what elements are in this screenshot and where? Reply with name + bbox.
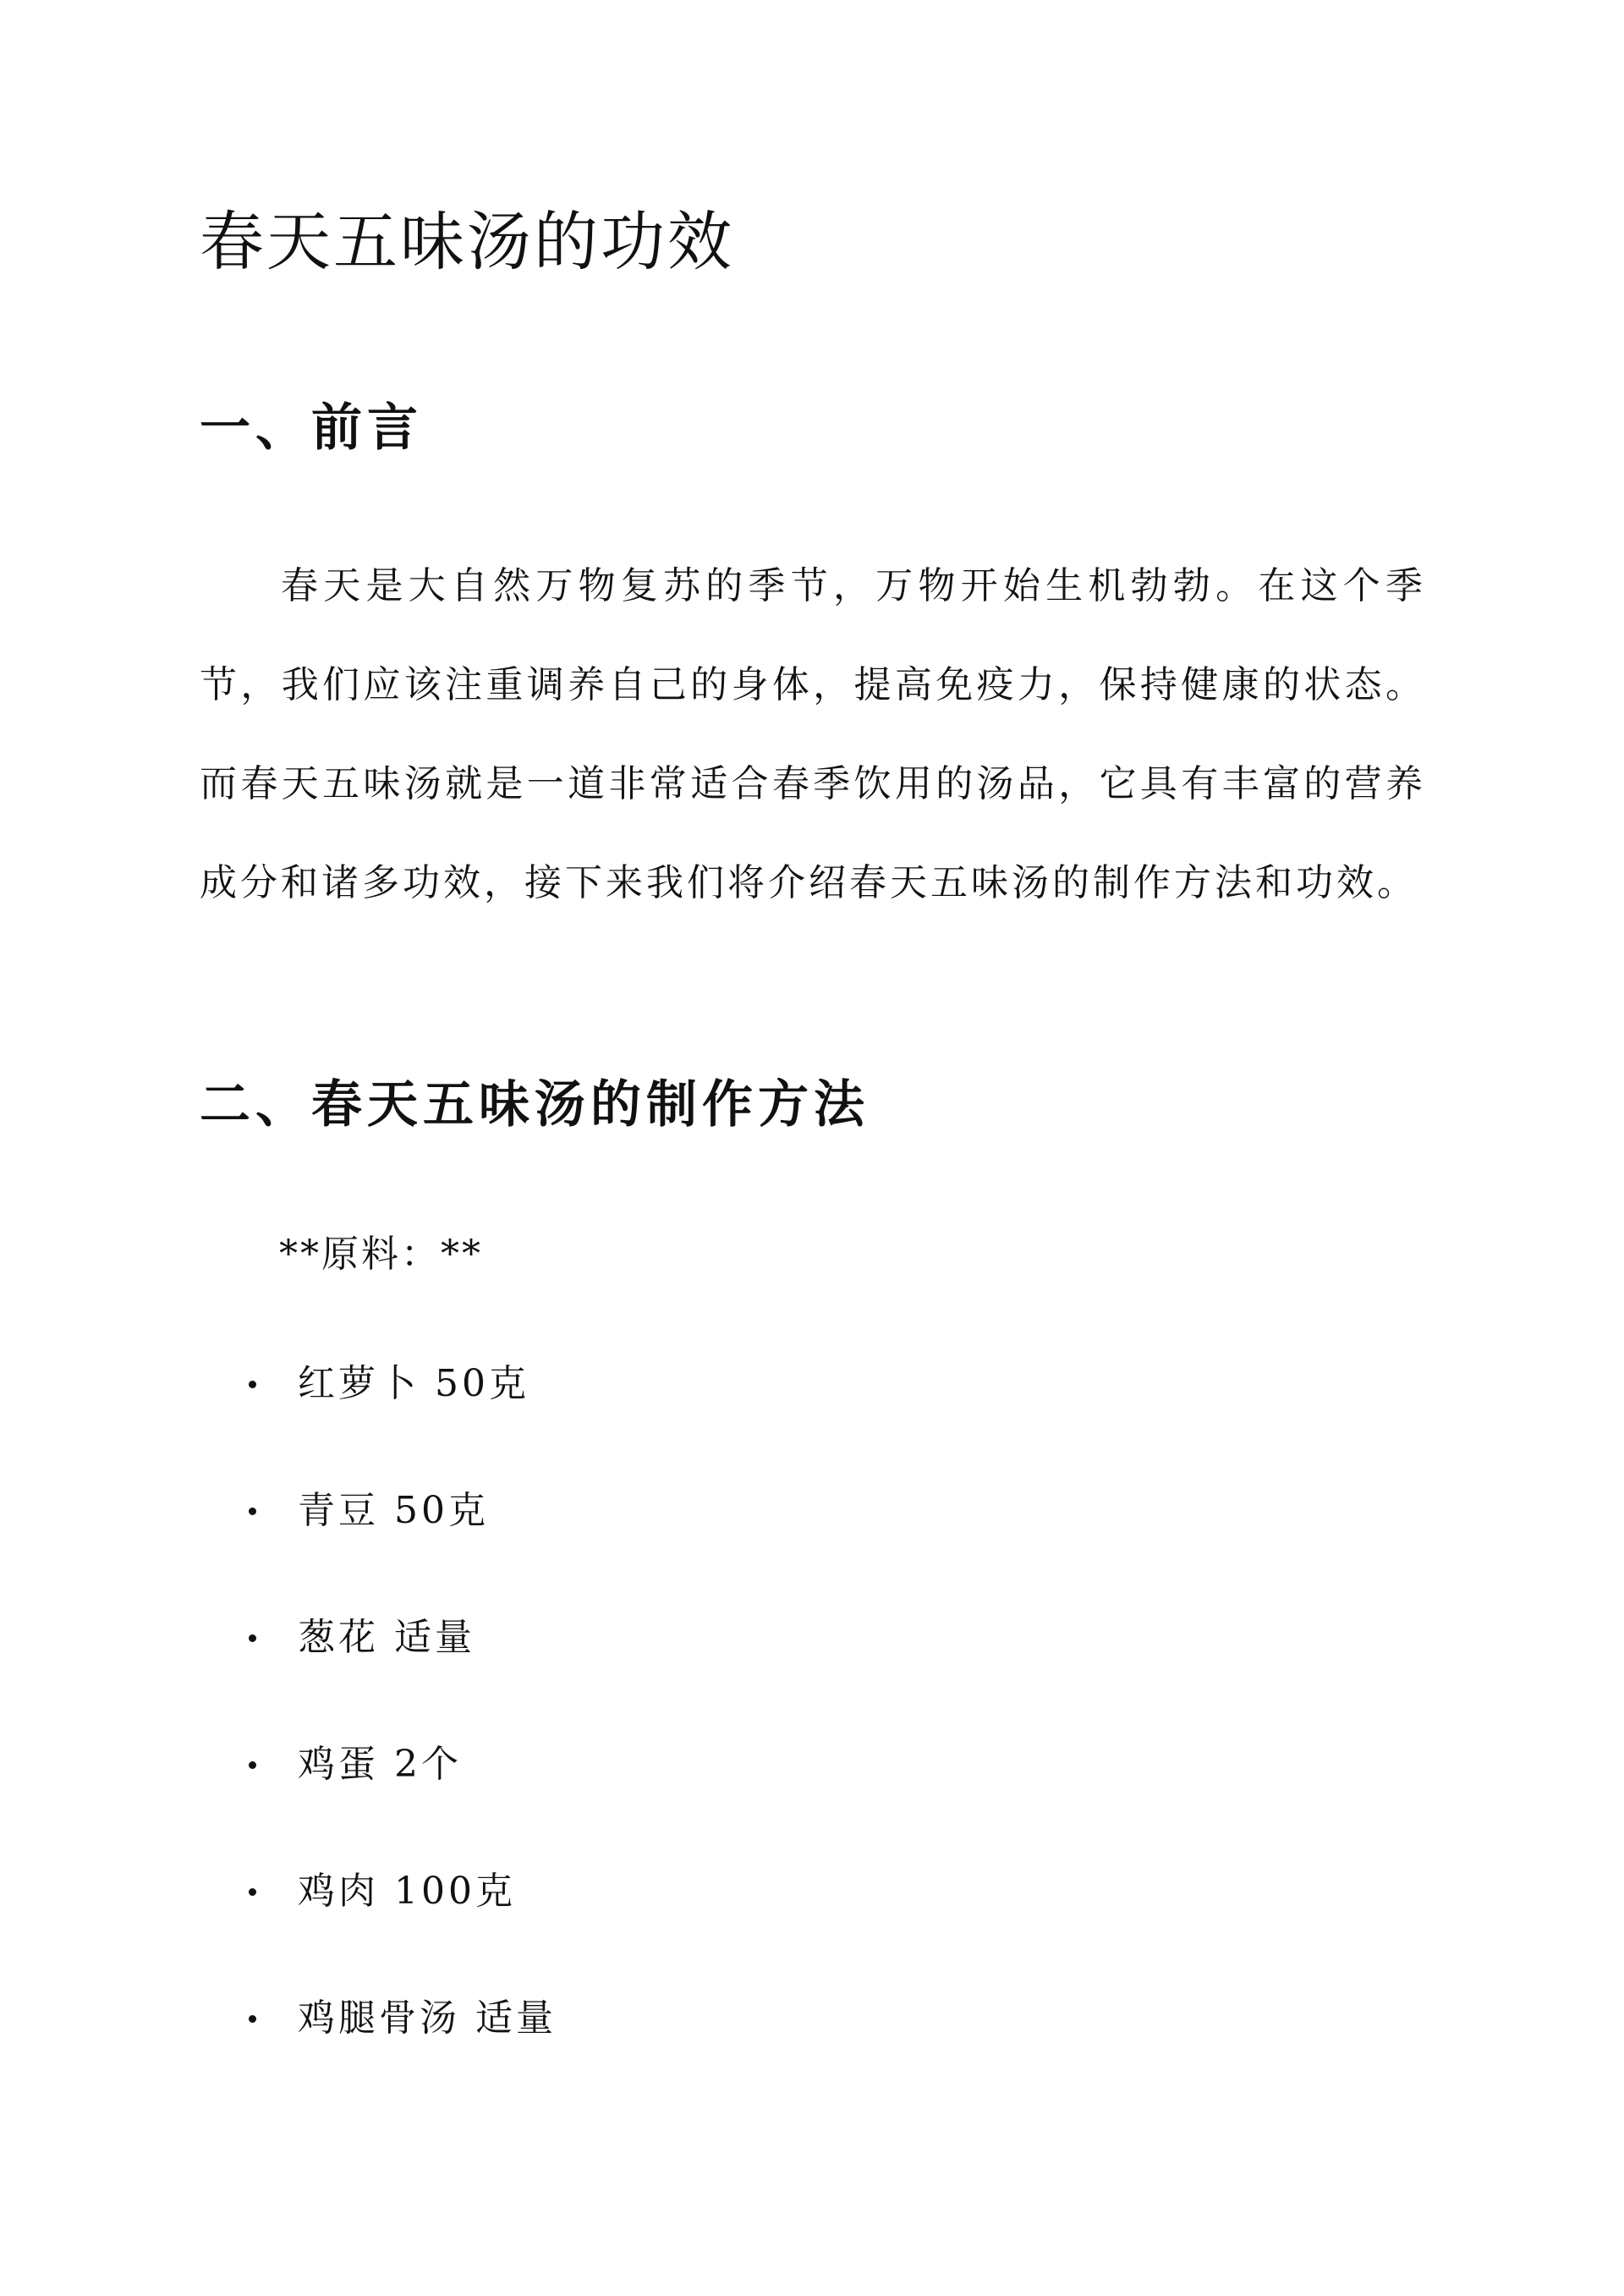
- bullet-icon: [249, 1761, 256, 1769]
- ingredient-text: 鸡腿骨汤 适量: [298, 1997, 557, 2040]
- ingredient-text: 鸡肉 100克: [298, 1870, 516, 1913]
- bullet-icon: [249, 1888, 256, 1896]
- document-title: 春天五味汤的功效: [200, 204, 734, 279]
- bullet-icon: [249, 1634, 256, 1642]
- ingredient-text: 红萝卜 50克: [298, 1362, 529, 1405]
- ingredients-label: **原料：**: [279, 1233, 483, 1276]
- bullet-icon: [249, 2015, 256, 2023]
- section-heading-method: 二、春天五味汤的制作方法: [200, 1075, 870, 1134]
- preface-paragraph: 春天是大自然万物复苏的季节，万物开始生机勃勃。在这个季节，我们应该注重调养自己的身体，提高免疫力，保持健康的状态。而春天五味汤就是一道非常适合春季饮用的汤品，它具有丰富的营养成分和诸多功效，接下来我们将介绍春天五味汤的制作方法和功效。: [200, 564, 1426, 904]
- bullet-icon: [249, 1508, 256, 1515]
- section-heading-preface: 一、前言: [200, 398, 423, 458]
- ingredient-text: 鸡蛋 2个: [298, 1743, 462, 1786]
- ingredient-text: 葱花 适量: [298, 1616, 475, 1659]
- ingredient-text: 青豆 50克: [298, 1489, 489, 1532]
- bullet-icon: [249, 1381, 256, 1388]
